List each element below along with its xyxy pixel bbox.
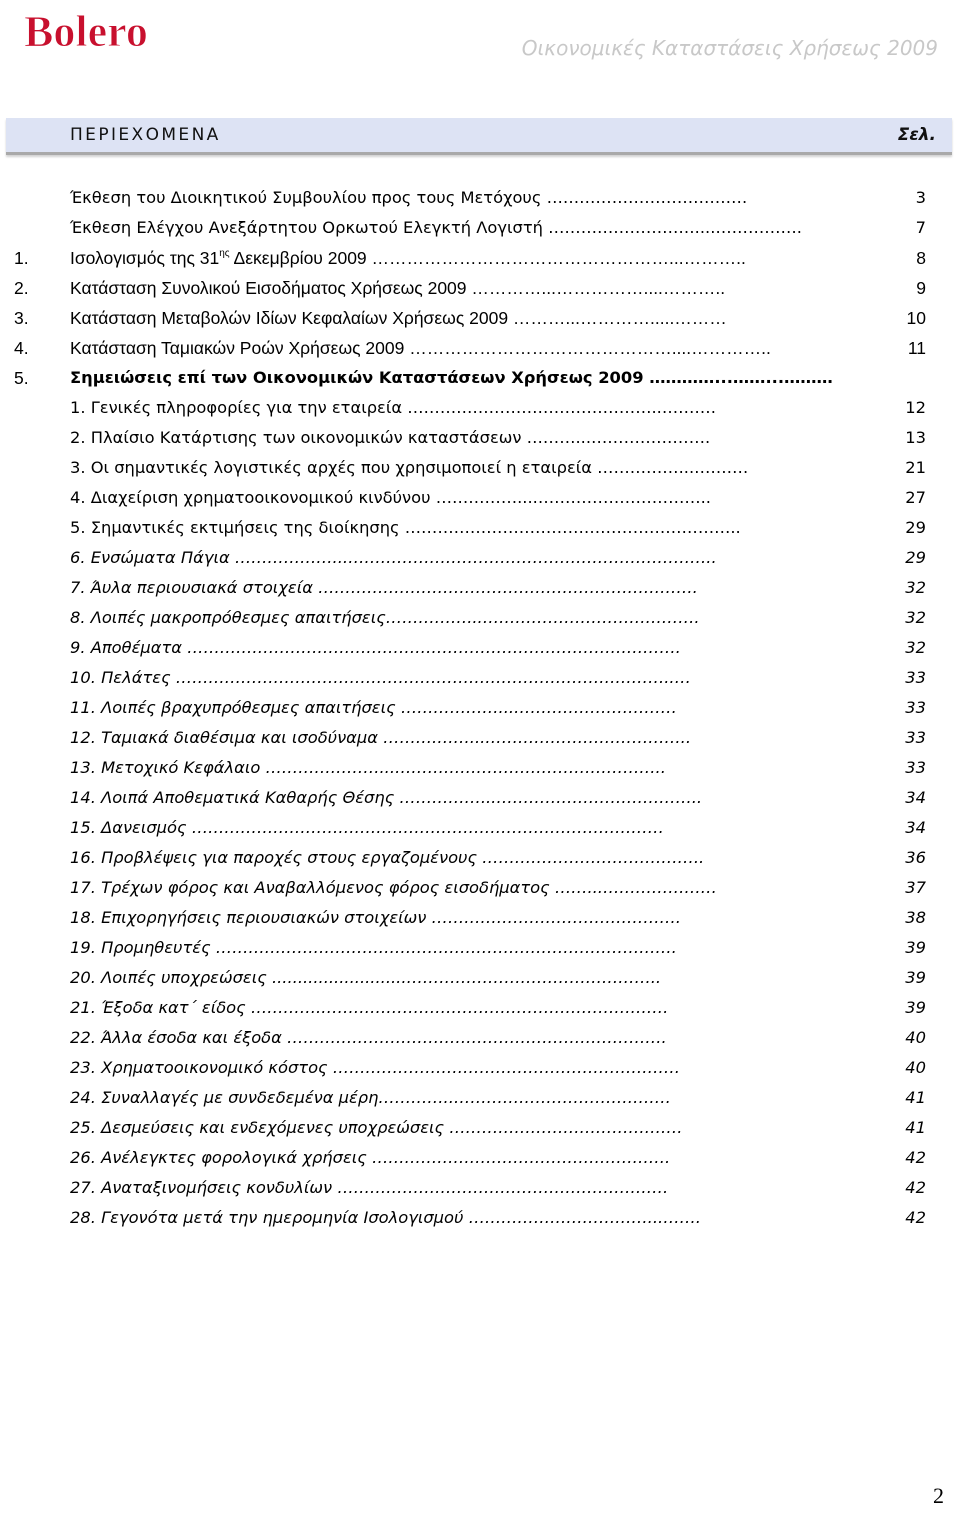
toc-entry-text: 11. Λοιπές βραχυπρόθεσμες απαιτήσεις ………………...………………………… <box>70 698 677 717</box>
toc-entry-page: 33 <box>905 758 926 777</box>
toc-entry[interactable] <box>0 636 960 666</box>
toc-entry[interactable] <box>0 876 960 906</box>
toc-entry-text: 8. Λοιπές μακροπρόθεσμες απαιτήσεις……………...…………………………………. <box>70 608 700 627</box>
toc-entry-text: Κατάσταση Συνολικού Εισοδήματος Χρήσεως 2009 …………...……………....……….. <box>70 278 726 298</box>
toc-entry[interactable] <box>0 1206 960 1236</box>
toc-entry-page: 3 <box>915 188 926 207</box>
toc-entry[interactable] <box>0 786 960 816</box>
toc-entry-number: 2. <box>14 278 29 298</box>
toc-entry-page: 7 <box>915 218 926 237</box>
toc-entry-page: 36 <box>905 848 926 867</box>
toc-entry-text: Έκθεση του Διοικητικού Συμβουλίου προς τους Μετόχους ………………………………. <box>70 188 748 207</box>
toc-title: ΠΕΡΙΕΧΟΜΕΝΑ <box>70 125 221 145</box>
toc-entry-text: 28. Γεγονότα μετά την ημερομηνία Ισολογισμού ……………………………...……. <box>70 1208 701 1227</box>
toc-entry-text: 9. Αποθέματα ………………………………………………………………………………. <box>70 638 681 657</box>
toc-entry[interactable] <box>0 1056 960 1086</box>
toc-entry[interactable] <box>0 276 960 306</box>
toc-entry-text: 18. Επιχορηγήσεις περιουσιακών στοιχείων ………………………………………. <box>70 908 681 927</box>
toc-entry-text: Κατάσταση Ταμιακών Ροών Χρήσεως 2009 ………………………………………....………….. <box>70 338 771 358</box>
toc-entry-text: 21. Έξοδα κατ΄ είδος ………….………………………………………………………. <box>70 998 669 1017</box>
toc-entry[interactable] <box>0 516 960 546</box>
toc-entry-text: 27. Αναταξινομήσεις κονδυλίων ……………………………………………………. <box>70 1178 669 1197</box>
toc-page-label: Σελ. <box>897 125 936 145</box>
toc-entry[interactable] <box>0 816 960 846</box>
toc-entry-text: 6. Ενσώματα Πάγια ………………...………………………………………………………….. <box>70 548 717 567</box>
toc-entry-text: 1. Γενικές πληροφορίες για την εταιρεία ………………………………………..………. <box>70 398 716 417</box>
toc-entry-text: 2. Πλαίσιο Κατάρτισης των οικονομικών καταστάσεων ………...…………………. <box>70 428 711 447</box>
toc-entry-page: 9 <box>916 278 926 298</box>
toc-entry-page: 42 <box>905 1148 926 1167</box>
toc-entry-page: 39 <box>905 998 926 1017</box>
toc-entry-page: 33 <box>905 668 926 687</box>
toc-entry[interactable] <box>0 396 960 426</box>
toc-entry[interactable] <box>0 426 960 456</box>
toc-entry-page: 11 <box>907 338 926 358</box>
toc-entry-text: 7. Άυλα περιουσιακά στοιχεία ……………………………………………………………. <box>70 578 698 597</box>
toc-entry[interactable] <box>0 246 960 276</box>
toc-entry-page: 37 <box>905 878 926 897</box>
toc-entry-text: 3. Οι σημαντικές λογιστικές αρχές που χρησιμοποιεί η εταιρεία ……………...………. <box>70 458 749 477</box>
toc-entry[interactable] <box>0 486 960 516</box>
toc-entry[interactable] <box>0 1176 960 1206</box>
toc-entry-text: 15. Δανεισμός …………………………………………………………………………… <box>70 818 664 837</box>
toc-entry-text: Κατάσταση Μεταβολών Ιδίων Κεφαλαίων Χρήσεως 2009 ………...………….....……… <box>70 308 727 328</box>
toc-entry-page: 40 <box>905 1028 926 1047</box>
toc-entry[interactable] <box>0 726 960 756</box>
toc-entry-page: 41 <box>905 1118 926 1137</box>
toc-entry-page: 27 <box>905 488 926 507</box>
toc-entry-text: 24. Συναλλαγές με συνδεδεμένα μέρη…………..…………………………………. <box>70 1088 671 1107</box>
toc-entry[interactable] <box>0 966 960 996</box>
document-header-title: Οικονομικές Καταστάσεις Χρήσεως 2009 <box>521 36 938 60</box>
toc-entry[interactable] <box>0 1116 960 1146</box>
toc-entry-text: 20. Λοιπές υποχρεώσεις ..........................……………………………………….. <box>70 968 662 987</box>
toc-entry[interactable] <box>0 336 960 366</box>
toc-entry[interactable] <box>0 306 960 336</box>
toc-entry[interactable] <box>0 1146 960 1176</box>
toc-entry-page: 32 <box>905 578 926 597</box>
logo-text: Bolero <box>24 7 148 54</box>
toc-entry[interactable] <box>0 936 960 966</box>
toc-entry[interactable] <box>0 906 960 936</box>
toc-entry-page: 10 <box>906 308 926 328</box>
toc-entry[interactable] <box>0 606 960 636</box>
toc-entry-page: 21 <box>905 458 926 477</box>
toc-entry[interactable] <box>0 546 960 576</box>
toc-entry-page: 13 <box>905 428 926 447</box>
toc-entry-page: 32 <box>905 608 926 627</box>
toc-entry-page: 29 <box>905 548 926 567</box>
toc-entry-text: 22. Άλλα έσοδα και έξοδα ……………………………………………………………. <box>70 1028 667 1047</box>
toc-entry-text: Σημειώσεις επί των Οικονομικών Καταστάσεων Χρήσεως 2009 …………...……...……… <box>70 368 833 387</box>
toc-entry-number: 3. <box>14 308 29 328</box>
toc-entry-text-pre: Ισολογισμός της 31 <box>70 248 220 268</box>
toc-entry[interactable] <box>0 456 960 486</box>
toc-entry-page: 41 <box>905 1088 926 1107</box>
toc-entry-text <box>70 248 746 269</box>
toc-entry-text: 4. Διαχείριση χρηματοοικονομικού κινδύνου ……………....………………………….. <box>70 488 711 507</box>
toc-entry-text: 17. Τρέχων φόρος και Αναβαλλόμενος φόρος εισοδήματος ……...………………… <box>70 878 717 897</box>
toc-entry-text-post: Δεκεμβρίου 2009 ……………………………………………...……….. <box>229 248 746 268</box>
toc-entry-text: 13. Μετοχικό Κεφάλαιο …………………...………………………………………….. <box>70 758 666 777</box>
toc-entry[interactable] <box>0 756 960 786</box>
toc-entry[interactable] <box>0 216 960 246</box>
toc-entry-page: 40 <box>905 1058 926 1077</box>
toc-entry-number: 4. <box>14 338 29 358</box>
toc-entry[interactable] <box>0 996 960 1026</box>
toc-entry-number: 1. <box>14 248 29 268</box>
toc-entry-text: 23. Χρηματοοικονομικό κόστος ………………………………………………………. <box>70 1058 680 1077</box>
toc-entry[interactable] <box>0 576 960 606</box>
toc-entry-page: 42 <box>905 1178 926 1197</box>
toc-entry-text: 10. Πελάτες ………………………………………………………………………………..… <box>70 668 691 687</box>
toc-entry-text: 12. Ταμιακά διαθέσιμα και ισοδύναμα ……….……...……………………………….. <box>70 728 692 747</box>
toc-entry-number: 5. <box>14 368 29 388</box>
toc-entry-superscript: ης <box>219 248 230 259</box>
toc-entry-page: 34 <box>905 818 926 837</box>
toc-entry-page: 38 <box>905 908 926 927</box>
toc-entry-text: 14. Λοιπά Αποθεματικά Καθαρής Θέσης ……………...……………………………….. <box>70 788 703 807</box>
toc-entry-text: 26. Ανέλεγκτες φορολογικά χρήσεις ………………………………………………. <box>70 1148 671 1167</box>
toc-entry-page: 32 <box>905 638 926 657</box>
toc-entry-text: Έκθεση Ελέγχου Ανεξάρτητου Ορκωτού Ελεγκτή Λογιστή ………………………....……………. <box>70 218 802 237</box>
toc-entry-page: 33 <box>905 698 926 717</box>
toc-entry[interactable] <box>0 1086 960 1116</box>
toc-entry-page: 29 <box>905 518 926 537</box>
toc-entry[interactable] <box>0 666 960 696</box>
toc-entry[interactable] <box>0 186 960 216</box>
toc-entry[interactable] <box>0 366 960 396</box>
toc-entry-text: 5. Σημαντικές εκτιμήσεις της διοίκησης …………………………………………………….. <box>70 518 741 537</box>
toc-entry-text: 19. Προμηθευτές …………………………………………………………………………. <box>70 938 677 957</box>
toc-entry-page: 39 <box>905 968 926 987</box>
toc-entry-page: 39 <box>905 938 926 957</box>
toc-entry[interactable] <box>0 1026 960 1056</box>
toc-entry-page: 42 <box>905 1208 926 1227</box>
toc-entry[interactable] <box>0 846 960 876</box>
toc-entry-text: 16. Προβλέψεις για παροχές στους εργαζομένους ………………………………….. <box>70 848 705 867</box>
toc-entry-page: 12 <box>905 398 926 417</box>
toc-entry-page: 34 <box>905 788 926 807</box>
page-number: 2 <box>933 1483 944 1508</box>
toc-entry-page: 8 <box>916 248 926 268</box>
toc-entry[interactable] <box>0 696 960 726</box>
toc-entry-page: 33 <box>905 728 926 747</box>
toc-entry-text: 25. Δεσμεύσεις και ενδεχόμενες υποχρεώσεις ……………………………………. <box>70 1118 683 1137</box>
bolero-logo <box>22 6 188 54</box>
toc-header-band <box>6 118 952 155</box>
